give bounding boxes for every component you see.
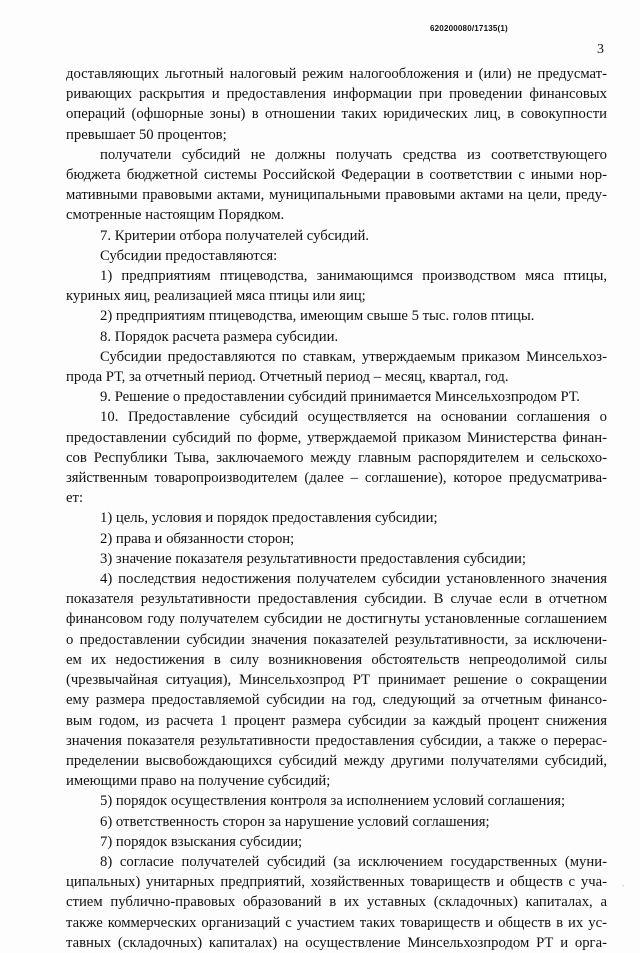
text-line: предоставлении субсидий по форме, утверждаемой приказом Министерства финан- (66, 429, 607, 446)
text-line: также коммерческих организаций с участием таких товариществ и обществ в их ус- (66, 914, 607, 931)
text-line: куриных яиц, реализацией мяса птицы или яиц; (66, 288, 366, 305)
text-line: ет: (66, 490, 84, 507)
text-line: бюджета бюджетной системы Российской Федерации в соответствии с иными нор- (66, 167, 607, 184)
text-line: операций (офшорные зоны) в отношении таких юридических лиц, в совокупности (66, 106, 607, 123)
text-line: стием публично-правовых образований в их уставных (складочных) капиталах, а (66, 894, 607, 911)
text-line: 7. Критерии отбора получателей субсидий. (100, 227, 369, 244)
text-line: сов Республики Тыва, заключаемого между главным распорядителем и сельскохо- (66, 449, 607, 466)
text-line: 8) согласие получателей субсидий (за исключением государственных (муни- (100, 853, 607, 870)
scan-artifact-mark: ˋ (622, 884, 625, 893)
text-line: превышает 50 процентов; (66, 126, 227, 143)
text-line: пределении высвобождающихся субсидий между другими получателями субсидий, (66, 752, 607, 769)
text-line: ем их недостижения в силу возникновения обстоятельств непреодолимой силы (66, 651, 607, 668)
text-line: 5) порядок осуществления контроля за исполнением условий соглашения; (100, 793, 566, 810)
text-line: 7) порядок взыскания субсидии; (100, 833, 303, 850)
text-line: ципальных) унитарных предприятий, хозяйственных товариществ и обществ с уча- (66, 874, 607, 891)
text-line: Субсидии предоставляются по ставкам, утверждаемым приказом Минсельхоз- (100, 348, 607, 365)
text-line: показателя результативности предоставления субсидии. В случае если в отчетном (66, 591, 607, 608)
document-body (66, 64, 607, 953)
document-registration-code: 620200080/17135(1) (430, 24, 508, 33)
text-line: имеющими право на получение субсидий; (66, 773, 331, 790)
text-line: 4) последствия недостижения получателем субсидии установленного значения (100, 571, 607, 588)
text-line: ему размера предоставляемой субсидии на год, следующий за отчетным финансо- (66, 692, 607, 709)
text-line: о предоставлении субсидии значения показателей результативности, за исключени- (66, 631, 607, 648)
text-line: (чрезвычайная ситуация), Минсельхозпрод РТ принимает решение о сокращении (66, 672, 607, 689)
text-line: тавных (складочных) капиталах) на осуществление Минсельхозпродом РТ и орга- (66, 934, 607, 951)
text-line: ривающих раскрытия и предоставления информации при проведении финансовых (66, 86, 607, 103)
page-number: 3 (597, 42, 604, 57)
text-line: доставляющих льготный налоговый режим налогообложения и (или) не предусмат- (66, 66, 607, 82)
text-line: 10. Предоставление субсидий осуществляется на основании соглашения о (100, 409, 607, 426)
text-line: мативными правовыми актами, муниципальными правовыми актами на цели, преду- (66, 187, 607, 204)
text-line: 6) ответственность сторон за нарушение условий соглашения; (100, 813, 490, 830)
text-line: вым годом, из расчета 1 процент размера субсидии за каждый процент снижения (66, 712, 607, 729)
text-line: получатели субсидий не должны получать средства из соответствующего (100, 146, 607, 163)
text-line: зяйственным товаропроизводителем (далее – соглашение), которое предусматрива- (66, 470, 607, 487)
text-line: смотренные настоящим Порядком. (66, 207, 285, 224)
text-line: Субсидии предоставляются: (100, 247, 278, 264)
text-line: 1) цель, условия и порядок предоставления субсидии; (100, 510, 438, 527)
text-line: 2) права и обязанности сторон; (100, 530, 295, 547)
text-line: финансовом году получателем субсидии не достигнуты установленные соглашением (66, 611, 607, 628)
text-line: 2) предприятиям птицеводства, имеющим свыше 5 тыс. голов птицы. (100, 308, 535, 325)
text-line: значения показателя результативности предоставления субсидии, а также о перерас- (66, 732, 607, 749)
text-line: прода РТ, за отчетный период. Отчетный период – месяц, квартал, год. (66, 369, 509, 386)
text-line: 9. Решение о предоставлении субсидий принимается Минсельхозпродом РТ. (100, 389, 580, 406)
text-line: 1) предприятиям птицеводства, занимающимся производством мяса птицы, (100, 268, 607, 285)
text-line: 3) значение показателя результативности предоставления субсидии; (100, 550, 526, 567)
text-line: 8. Порядок расчета размера субсидии. (100, 328, 339, 345)
